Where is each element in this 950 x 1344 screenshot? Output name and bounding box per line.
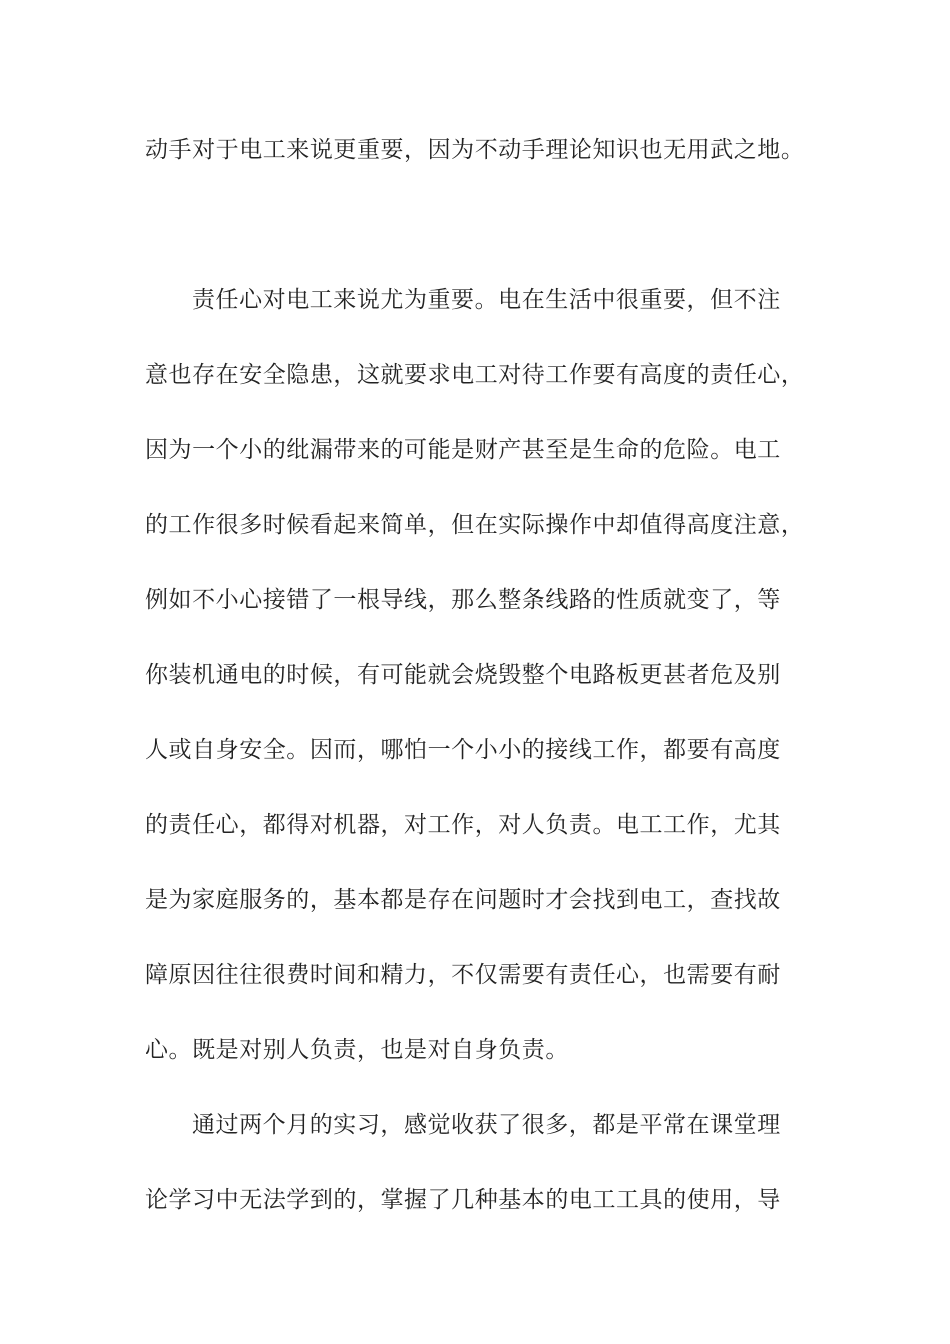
text-line: 因为一个小的纰漏带来的可能是财产甚至是生命的危险。电工 [145, 437, 781, 463]
paragraph-first-line: 责任心对电工来说尤为重要。电在生活中很重要，但不注 [192, 287, 781, 313]
text-line: 心。既是对别人负责，也是对自身负责。 [145, 1037, 569, 1063]
text-line: 论学习中无法学到的，掌握了几种基本的电工工具的使用，导 [145, 1187, 781, 1213]
text-line: 障原因往往很费时间和精力，不仅需要有责任心，也需要有耐 [145, 962, 781, 988]
paragraph-first-line: 通过两个月的实习，感觉收获了很多，都是平常在课堂理 [192, 1112, 781, 1138]
text-line: 你装机通电的时候，有可能就会烧毁整个电路板更甚者危及别 [145, 662, 781, 688]
text-line: 例如不小心接错了一根导线，那么整条线路的性质就变了，等 [145, 587, 781, 613]
text-line: 意也存在安全隐患，这就要求电工对待工作要有高度的责任心， [145, 362, 805, 388]
text-line: 的责任心，都得对机器，对工作，对人负责。电工工作，尤其 [145, 812, 781, 838]
text-line: 的工作很多时候看起来简单，但在实际操作中却值得高度注意， [145, 512, 805, 538]
text-line: 人或自身安全。因而，哪怕一个小小的接线工作，都要有高度 [145, 737, 781, 763]
text-line: 动手对于电工来说更重要，因为不动手理论知识也无用武之地。 [145, 137, 805, 163]
text-line: 是为家庭服务的，基本都是存在问题时才会找到电工，查找故 [145, 887, 781, 913]
